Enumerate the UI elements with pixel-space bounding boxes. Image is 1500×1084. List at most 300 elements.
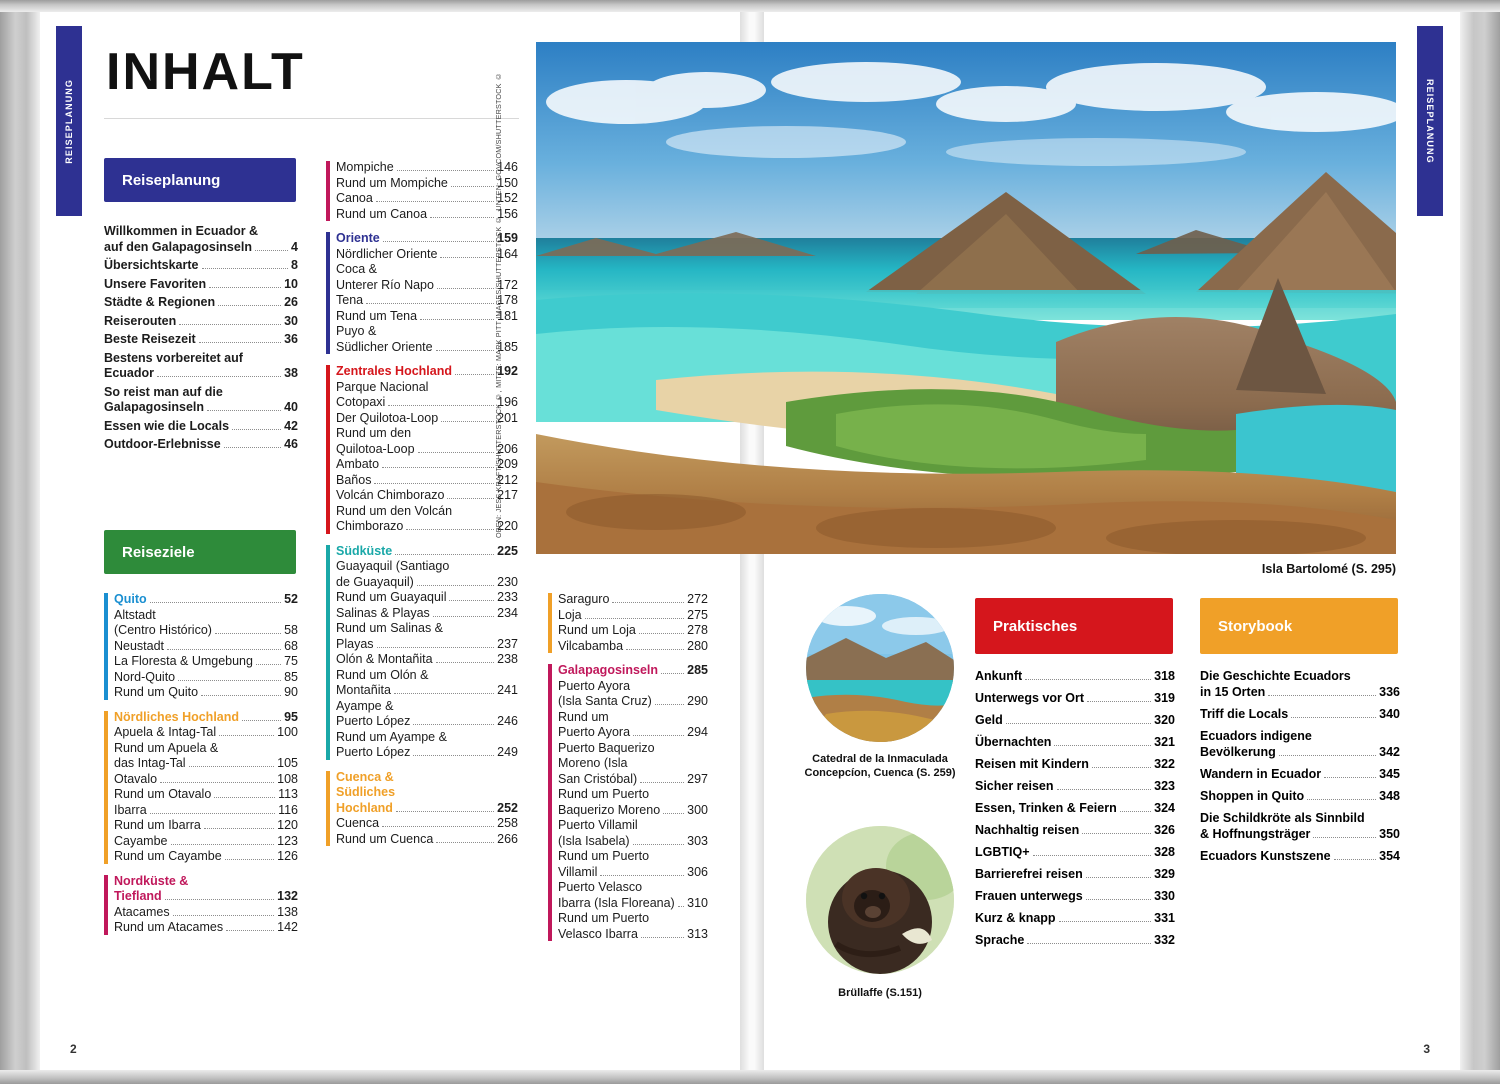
toc-entry-label: Rund um Loja	[558, 623, 636, 637]
toc-column-1-planning	[104, 224, 298, 456]
section-header-reiseziele-label: Reiseziele	[122, 543, 195, 561]
toc-entry[interactable]	[336, 247, 518, 263]
leader-dots	[585, 618, 685, 619]
leader-dots	[1082, 833, 1151, 834]
toc-entry-label: Ecuadors Kunstszene	[1200, 849, 1331, 863]
storybook-list	[1200, 668, 1400, 870]
leader-dots	[157, 376, 281, 377]
group-color-bar	[104, 593, 108, 700]
toc-entry[interactable]	[104, 351, 298, 382]
toc-entry-page: 116	[278, 802, 298, 817]
toc-entry[interactable]	[558, 880, 708, 911]
toc-entry-label: Guayaquil (Santiago	[336, 559, 450, 573]
toc-entry-label: Rund um Puerto	[558, 849, 650, 863]
toc-entry[interactable]	[975, 690, 1175, 706]
toc-entry-label: Reisen mit Kindern	[975, 757, 1089, 771]
toc-entry-page: 8	[291, 258, 298, 272]
leader-dots	[449, 600, 494, 601]
leader-dots	[633, 735, 684, 736]
toc-entry[interactable]	[104, 419, 298, 435]
toc-entry-page: 146	[497, 160, 518, 174]
circle-photo-monkey-caption: Brüllaffe (S.151)	[838, 987, 922, 999]
toc-entry[interactable]	[336, 231, 518, 247]
toc-entry[interactable]	[336, 621, 518, 652]
toc-entry-label: Loja	[558, 607, 582, 622]
title-divider	[104, 118, 519, 119]
toc-entry-page: 326	[1154, 823, 1175, 837]
leader-dots	[1120, 811, 1151, 812]
toc-entry[interactable]	[114, 685, 298, 701]
toc-entry-page: 297	[687, 771, 708, 786]
toc-entry[interactable]	[1200, 810, 1400, 842]
section-header-reiseplanung-label: Reiseplanung	[122, 171, 221, 189]
leader-dots	[1059, 921, 1152, 922]
toc-entry-page: 100	[277, 725, 298, 739]
toc-entry-label: Rund um Quito	[114, 685, 199, 699]
section-header-praktisches-label: Praktisches	[993, 617, 1078, 635]
section-header-praktisches	[975, 598, 1173, 654]
toc-entry-label: Rund um Canoa	[336, 206, 428, 221]
group-color-bar	[326, 365, 330, 534]
toc-entry-label: Quilotoa-Loop	[336, 441, 415, 456]
toc-entry-label: Puerto Ayora	[558, 678, 631, 693]
toc-entry-page: 328	[1154, 845, 1175, 859]
toc-entry[interactable]	[114, 654, 298, 670]
toc-group	[326, 231, 518, 355]
toc-entry-label: Puerto Velasco	[558, 880, 643, 894]
photo-credit: OBEN: JESS KRAFT/SHUTTERSTOCK ©, MITTE: MARK PITT IMAGES/SHUTTERSTOCK ©, UNTEN: GOVCOM/SHUTTERSTOCK ©	[494, 72, 503, 538]
leader-dots	[397, 170, 494, 171]
leader-dots	[661, 673, 684, 674]
circle-photo-cuenca-cathedral	[806, 594, 954, 742]
toc-entry[interactable]	[558, 679, 708, 710]
leader-dots	[413, 724, 494, 725]
toc-entry[interactable]	[104, 385, 298, 416]
toc-entry[interactable]	[104, 277, 298, 293]
toc-entry-page: 152	[497, 191, 518, 205]
leader-dots	[376, 201, 494, 202]
toc-entry-label: Rund um Cayambe	[114, 849, 222, 863]
group-color-bar	[326, 161, 330, 221]
leader-dots	[226, 930, 274, 931]
toc-entry[interactable]	[336, 457, 518, 473]
toc-entry[interactable]	[975, 800, 1175, 816]
toc-entry-label: Rund um Otavalo	[114, 787, 212, 801]
leader-dots	[366, 303, 494, 304]
toc-column-1-destinations	[104, 592, 298, 945]
toc-entry-page: 68	[284, 638, 298, 653]
toc-group	[104, 592, 298, 701]
toc-entry-page: 246	[497, 714, 518, 728]
toc-entry[interactable]	[558, 592, 708, 608]
toc-entry-label: Essen, Trinken & Feiern	[975, 801, 1117, 815]
toc-entry-page: 52	[284, 592, 298, 606]
leader-dots	[215, 633, 281, 634]
toc-entry[interactable]	[1200, 788, 1400, 804]
toc-entry-label: Kurz & knapp	[975, 911, 1056, 925]
thumb-tab-right-label: REISEPLANUNG	[1425, 78, 1435, 164]
toc-entry[interactable]	[104, 314, 298, 330]
toc-entry-label: Vilcabamba	[558, 638, 624, 653]
toc-entry-page: 249	[497, 745, 518, 759]
leader-dots	[1313, 837, 1376, 838]
toc-entry[interactable]	[558, 787, 708, 818]
toc-entry-label: auf den Galapagosinseln	[104, 239, 252, 254]
toc-entry[interactable]	[114, 787, 298, 803]
toc-entry-page: 300	[687, 802, 708, 817]
right-page-edge	[1456, 0, 1500, 1084]
leader-dots	[447, 498, 494, 499]
leader-dots	[201, 695, 281, 696]
toc-entry-label: San Cristóbal)	[558, 771, 638, 786]
toc-group	[326, 160, 518, 222]
toc-entry[interactable]	[114, 670, 298, 686]
toc-entry-label: Ambato	[336, 457, 380, 471]
toc-entry[interactable]	[975, 866, 1175, 882]
toc-entry[interactable]	[975, 668, 1175, 684]
toc-entry-label: Shoppen in Quito	[1200, 789, 1305, 803]
toc-entry[interactable]	[336, 606, 518, 622]
toc-group	[104, 874, 298, 936]
toc-entry-label: Unterer Río Napo	[336, 277, 434, 292]
toc-entry[interactable]	[336, 488, 518, 504]
leader-dots	[1334, 859, 1377, 860]
toc-entry-page: 164	[497, 246, 518, 261]
leader-dots	[455, 374, 494, 375]
toc-entry[interactable]	[558, 639, 708, 655]
toc-group	[326, 364, 518, 535]
toc-entry[interactable]	[336, 559, 518, 590]
toc-entry[interactable]	[975, 756, 1175, 772]
toc-entry-label: Rund um Apuela &	[114, 740, 219, 755]
toc-entry-page: 320	[1154, 713, 1175, 727]
toc-entry-label: Rund um Ayampe &	[336, 729, 447, 744]
leader-dots	[600, 875, 684, 876]
toc-entry-label: Rund um Mompiche	[336, 175, 448, 190]
toc-entry[interactable]	[114, 608, 298, 639]
toc-entry-label: Cayambe	[114, 833, 168, 848]
toc-entry[interactable]	[336, 207, 518, 223]
leader-dots	[678, 906, 684, 907]
toc-entry-page: 108	[277, 771, 298, 786]
toc-entry[interactable]	[104, 295, 298, 311]
toc-entry[interactable]	[104, 332, 298, 348]
section-header-reiseplanung	[104, 158, 296, 202]
toc-entry[interactable]	[114, 803, 298, 819]
toc-entry[interactable]	[336, 426, 518, 457]
toc-entry-label: Die Geschichte Ecuadors	[1200, 669, 1351, 683]
toc-entry[interactable]	[1200, 728, 1400, 760]
toc-entry-label: Die Schildkröte als Sinnbild	[1200, 811, 1365, 825]
toc-entry[interactable]	[336, 730, 518, 761]
toc-entry[interactable]	[336, 770, 518, 817]
toc-entry-page: 10	[284, 276, 298, 291]
toc-entry[interactable]	[975, 888, 1175, 904]
toc-entry-label: Cotopaxi	[336, 395, 386, 409]
leader-dots	[160, 782, 274, 783]
toc-entry[interactable]	[558, 911, 708, 942]
toc-entry[interactable]	[336, 411, 518, 427]
toc-entry-label: Puyo &	[336, 324, 377, 338]
toc-entry-page: 225	[497, 543, 518, 558]
toc-entry-page: 196	[497, 395, 518, 409]
toc-entry-page: 217	[497, 488, 518, 502]
toc-entry[interactable]	[975, 734, 1175, 750]
toc-entry[interactable]	[975, 778, 1175, 794]
toc-entry[interactable]	[114, 849, 298, 865]
toc-entry[interactable]	[104, 437, 298, 453]
toc-entry-label: Cuenca	[336, 816, 380, 830]
toc-entry[interactable]	[336, 309, 518, 325]
left-page-edge	[0, 0, 44, 1084]
toc-entry-page: 120	[277, 818, 298, 832]
toc-entry[interactable]	[558, 741, 708, 788]
toc-column-2	[326, 160, 518, 856]
toc-entry[interactable]	[114, 725, 298, 741]
toc-entry-page: 272	[687, 592, 708, 606]
page-title: INHALT	[106, 43, 305, 101]
leader-dots	[436, 842, 494, 843]
toc-entry[interactable]	[114, 710, 298, 726]
toc-entry-label: Outdoor-Erlebnisse	[104, 437, 221, 451]
thumb-tab-left[interactable]	[56, 26, 82, 216]
toc-entry[interactable]	[558, 710, 708, 741]
toc-entry-label: Übernachten	[975, 735, 1052, 749]
leader-dots	[413, 755, 494, 756]
toc-entry-page: 237	[497, 636, 518, 651]
leader-dots	[436, 350, 495, 351]
toc-entry[interactable]	[114, 772, 298, 788]
leader-dots	[383, 241, 494, 242]
toc-entry-page: 181	[497, 308, 518, 323]
toc-entry-page: 132	[277, 889, 298, 903]
toc-entry[interactable]	[1200, 766, 1400, 782]
leader-dots	[165, 899, 274, 900]
toc-entry[interactable]	[336, 191, 518, 207]
toc-column-3	[548, 592, 708, 951]
toc-entry[interactable]	[336, 816, 518, 832]
toc-entry-page: 278	[687, 623, 708, 637]
leader-dots	[214, 797, 275, 798]
toc-entry[interactable]	[558, 849, 708, 880]
toc-entry-label: Unsere Favoriten	[104, 276, 207, 291]
leader-dots	[189, 766, 275, 767]
toc-entry[interactable]	[558, 623, 708, 639]
toc-entry-page: 294	[687, 725, 708, 739]
toc-entry-label: Triff die Locals	[1200, 707, 1289, 721]
hero-photo-isla-bartolome	[536, 42, 1396, 554]
toc-entry[interactable]	[336, 668, 518, 699]
toc-entry-label: Rund um Puerto	[558, 787, 650, 801]
toc-entry-page: 90	[284, 685, 298, 699]
toc-entry-label: Ankunft	[975, 669, 1023, 683]
toc-entry[interactable]	[975, 910, 1175, 926]
group-color-bar	[104, 875, 108, 935]
toc-entry[interactable]	[336, 262, 518, 293]
toc-entry[interactable]	[114, 920, 298, 936]
toc-entry-label: Rund um Puerto	[558, 911, 650, 925]
leader-dots	[436, 662, 495, 663]
toc-entry[interactable]	[336, 544, 518, 560]
toc-entry-page: 206	[497, 441, 518, 456]
leader-dots	[224, 447, 281, 448]
toc-entry-page: 138	[277, 904, 298, 919]
toc-entry-label: Tiefland	[114, 889, 162, 903]
toc-entry-label: (Isla Santa Cruz)	[558, 694, 652, 708]
toc-entry-label: Coca &	[336, 262, 377, 276]
leader-dots	[1279, 755, 1376, 756]
thumb-tab-right[interactable]	[1417, 26, 1443, 216]
toc-entry-page: 192	[497, 364, 518, 378]
toc-entry-page: 275	[687, 607, 708, 622]
toc-entry-label: LGBTIQ+	[975, 845, 1030, 859]
leader-dots	[382, 467, 494, 468]
toc-entry-label: Parque Nacional	[336, 379, 429, 394]
toc-entry[interactable]	[336, 364, 518, 380]
toc-entry-label: Galapagosinseln	[558, 663, 659, 677]
toc-entry[interactable]	[1200, 706, 1400, 722]
toc-entry[interactable]	[114, 818, 298, 834]
toc-entry-label: Rund um	[558, 709, 609, 724]
toc-entry-page: 105	[277, 756, 298, 770]
toc-entry-page: 126	[277, 849, 298, 863]
toc-entry[interactable]	[114, 874, 298, 905]
toc-entry-label: Olón & Montañita	[336, 652, 433, 666]
toc-entry-label: Puerto Villamil	[558, 818, 638, 832]
toc-entry[interactable]	[114, 741, 298, 772]
toc-entry[interactable]	[336, 699, 518, 730]
toc-entry[interactable]	[1200, 668, 1400, 700]
toc-entry[interactable]	[975, 844, 1175, 860]
toc-entry-page: 350	[1379, 827, 1400, 841]
toc-entry[interactable]	[336, 832, 518, 848]
toc-entry-page: 46	[284, 437, 298, 451]
toc-entry[interactable]	[336, 590, 518, 606]
leader-dots	[1324, 777, 1376, 778]
circle-photo-cuenca-caption: Catedral de la Inmaculada Concepcíon, Cuenca (S. 259)	[804, 753, 956, 779]
toc-entry[interactable]	[336, 160, 518, 176]
leader-dots	[256, 664, 281, 665]
toc-entry-page: 230	[497, 574, 518, 589]
toc-entry[interactable]	[975, 822, 1175, 838]
toc-entry-label: Sicher reisen	[975, 779, 1054, 793]
toc-entry-label: Cuenca &	[336, 769, 394, 784]
leader-dots	[406, 529, 494, 530]
toc-entry-label: Ecuadors indigene	[1200, 729, 1312, 743]
toc-entry-page: 85	[284, 669, 298, 684]
leader-dots	[377, 647, 495, 648]
toc-entry[interactable]	[104, 224, 298, 255]
leader-dots	[202, 268, 289, 269]
toc-group	[548, 663, 708, 942]
toc-entry-label: Moreno (Isla	[558, 756, 628, 770]
toc-entry[interactable]	[114, 905, 298, 921]
toc-entry-page: 30	[284, 313, 298, 328]
toc-entry[interactable]	[336, 504, 518, 535]
toc-entry-page: 241	[497, 683, 518, 697]
leader-dots	[1033, 855, 1152, 856]
toc-entry-label: (Isla Isabela)	[558, 833, 630, 848]
toc-entry[interactable]	[114, 639, 298, 655]
toc-entry-label: La Floresta & Umgebung	[114, 654, 253, 668]
toc-entry-page: 220	[497, 519, 518, 533]
toc-entry-label: Wandern in Ecuador	[1200, 767, 1322, 781]
toc-entry-page: 330	[1154, 889, 1175, 903]
toc-entry-label: Atacames	[114, 904, 170, 919]
leader-dots	[207, 410, 281, 411]
toc-entry-label: Hochland	[336, 800, 393, 815]
toc-entry-page: 321	[1154, 735, 1175, 749]
toc-entry-label: de Guayaquil)	[336, 574, 414, 589]
toc-entry[interactable]	[1200, 848, 1400, 864]
toc-entry-label: Südlicher Oriente	[336, 339, 433, 354]
toc-entry-label: Mompiche	[336, 160, 394, 174]
toc-entry[interactable]	[336, 473, 518, 489]
leader-dots	[1291, 717, 1376, 718]
toc-entry[interactable]	[558, 608, 708, 624]
toc-entry[interactable]	[336, 380, 518, 411]
leader-dots	[219, 735, 274, 736]
top-edge-shadow	[0, 0, 1500, 12]
toc-entry-label: Velasco Ibarra	[558, 926, 638, 941]
toc-entry[interactable]	[104, 258, 298, 274]
toc-entry-page: 348	[1379, 789, 1400, 803]
toc-entry[interactable]	[336, 324, 518, 355]
toc-entry-label: Städte & Regionen	[104, 295, 216, 309]
toc-entry-label: Frauen unterwegs	[975, 889, 1083, 903]
toc-entry-page: 303	[687, 833, 708, 848]
leader-dots	[640, 782, 684, 783]
toc-entry-page: 212	[497, 472, 518, 487]
toc-entry-page: 285	[687, 663, 708, 677]
toc-entry-label: Nördliches Hochland	[114, 709, 240, 724]
toc-entry[interactable]	[336, 293, 518, 309]
toc-entry[interactable]	[975, 932, 1175, 948]
toc-entry-label: Essen wie die Locals	[104, 418, 230, 433]
toc-entry-page: 150	[497, 175, 518, 190]
leader-dots	[639, 633, 684, 634]
toc-entry-label: das Intag-Tal	[114, 756, 186, 770]
toc-entry-label: Beste Reisezeit	[104, 332, 196, 346]
section-header-reiseziele	[104, 530, 296, 574]
section-header-storybook	[1200, 598, 1398, 654]
toc-entry-page: 331	[1154, 911, 1175, 925]
toc-entry-page: 113	[278, 787, 298, 801]
toc-entry-label: & Hoffnungsträger	[1200, 827, 1311, 841]
leader-dots	[209, 287, 281, 288]
toc-entry[interactable]	[114, 834, 298, 850]
toc-entry-label: in 15 Orten	[1200, 685, 1266, 699]
toc-entry-page: 290	[687, 694, 708, 708]
toc-entry-label: Südküste	[336, 543, 393, 558]
toc-entry-page: 354	[1379, 849, 1400, 863]
toc-entry[interactable]	[558, 818, 708, 849]
toc-entry-page: 258	[497, 816, 518, 830]
toc-entry[interactable]	[336, 652, 518, 668]
toc-entry-page: 172	[497, 277, 518, 292]
toc-entry-label: Ayampe &	[336, 698, 394, 713]
toc-entry[interactable]	[114, 592, 298, 608]
toc-entry-page: 209	[497, 457, 518, 471]
toc-entry-label: Rund um Guayaquil	[336, 590, 447, 604]
page-number-right: 3	[1423, 1042, 1430, 1056]
toc-entry[interactable]	[558, 663, 708, 679]
toc-entry[interactable]	[336, 176, 518, 192]
leader-dots	[417, 585, 494, 586]
leader-dots	[641, 937, 684, 938]
toc-entry-label: Unterwegs vor Ort	[975, 691, 1085, 705]
toc-entry[interactable]	[975, 712, 1175, 728]
